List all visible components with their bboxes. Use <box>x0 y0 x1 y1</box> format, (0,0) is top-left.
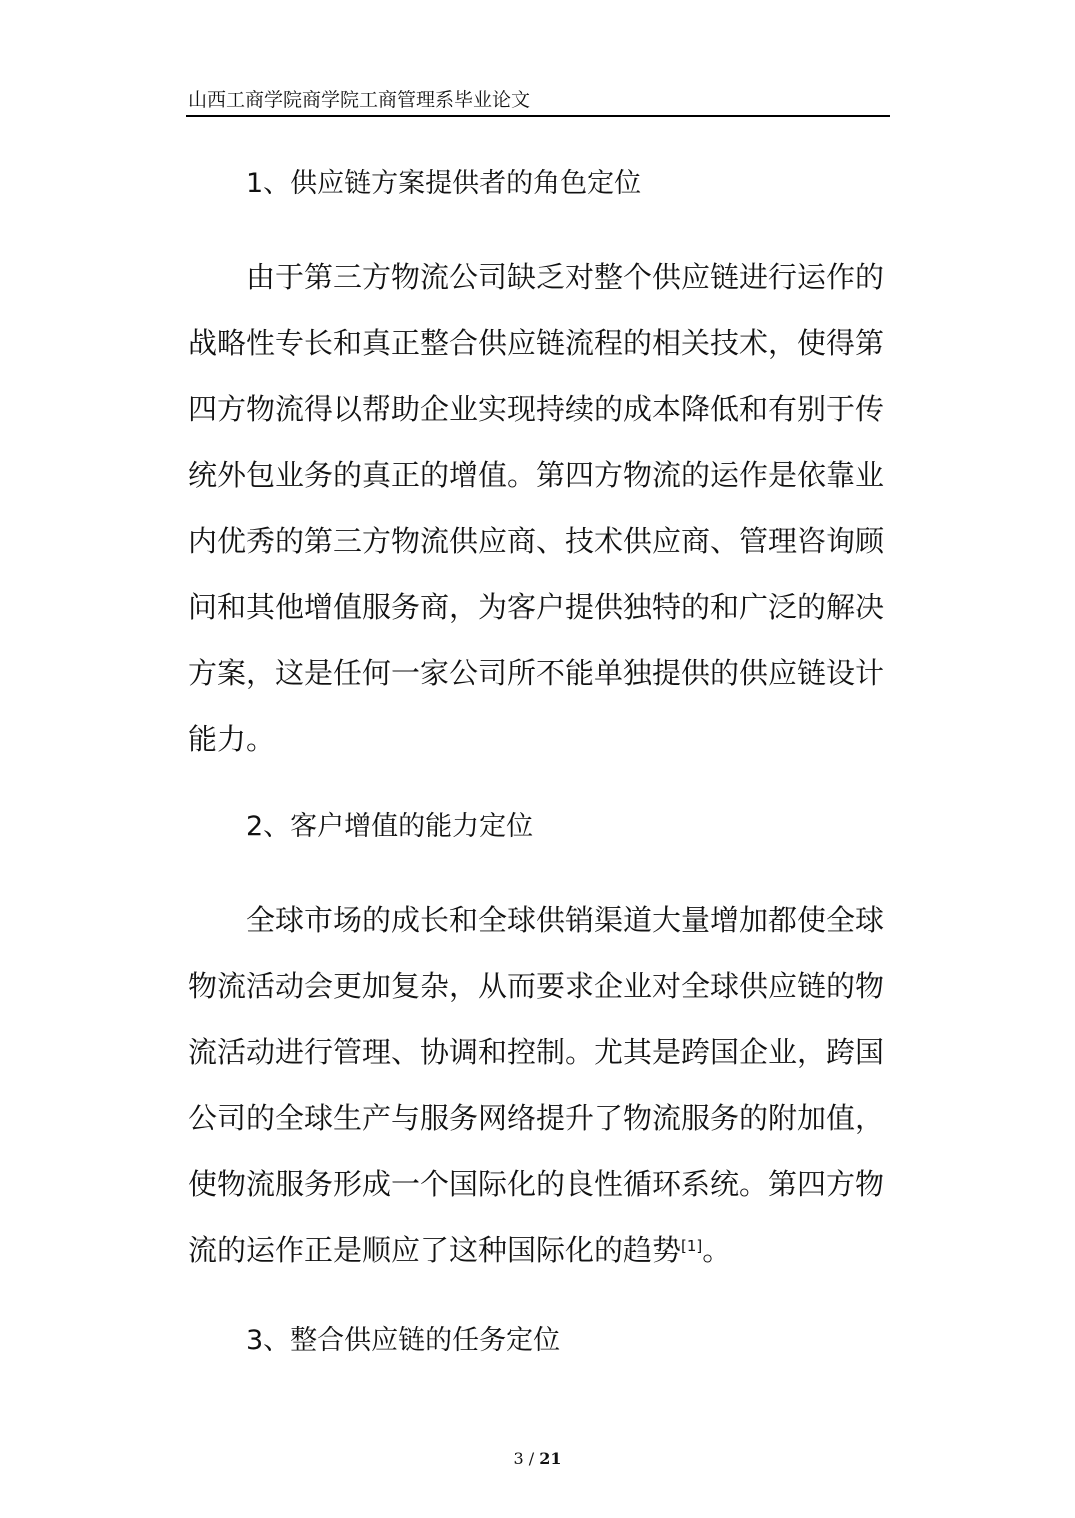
paragraph-line: 全球市场的成长和全球供销渠道大量增加都使全球 <box>246 903 885 937</box>
paragraph-line: 问和其他增值服务商，为客户提供独特的和广泛的解决 <box>188 590 885 624</box>
page-number-separator: / <box>523 1449 540 1468</box>
page-footer <box>0 1449 1075 1469</box>
paragraph-line: 流活动进行管理、协调和控制。尤其是跨国企业，跨国 <box>188 1035 885 1069</box>
page-header <box>186 89 890 117</box>
paragraph-line: 物流活动会更加复杂，从而要求企业对全球供应链的物 <box>188 969 885 1003</box>
paragraph-line: 战略性专长和真正整合供应链流程的相关技术，使得第 <box>188 326 885 360</box>
page-number-total: 21 <box>539 1449 562 1468</box>
page-number-current: 3 <box>513 1449 524 1468</box>
paragraph-last-line <box>188 1230 731 1270</box>
paragraph-line: 统外包业务的真正的增值。第四方物流的运作是依靠业 <box>188 458 885 492</box>
paragraph-line: 由于第三方物流公司缺乏对整个供应链进行运作的 <box>246 260 885 294</box>
section-heading-3: 3、整合供应链的任务定位 <box>246 1325 561 1356</box>
paragraph-line-text: 流的运作正是顺应了这种国际化的趋势 <box>188 1233 682 1267</box>
paragraph-line: 公司的全球生产与服务网络提升了物流服务的附加值， <box>188 1101 885 1135</box>
paragraph-line-end: 。 <box>702 1233 732 1267</box>
paragraph-line: 四方物流得以帮助企业实现持续的成本降低和有别于传 <box>188 392 885 426</box>
header-title: 山西工商学院商学院工商管理系毕业论文 <box>188 89 531 111</box>
paragraph-line: 方案，这是任何一家公司所不能单独提供的供应链设计 <box>188 656 885 690</box>
section-heading-1: 1、供应链方案提供者的角色定位 <box>246 168 642 199</box>
citation-reference[interactable]: [1] <box>681 1237 703 1255</box>
paragraph-line: 使物流服务形成一个国际化的良性循环系统。第四方物 <box>188 1167 885 1201</box>
section-heading-2: 2、客户增值的能力定位 <box>246 811 534 842</box>
paragraph-line: 能力。 <box>188 722 276 756</box>
paragraph-line: 内优秀的第三方物流供应商、技术供应商、管理咨询顾 <box>188 524 885 558</box>
